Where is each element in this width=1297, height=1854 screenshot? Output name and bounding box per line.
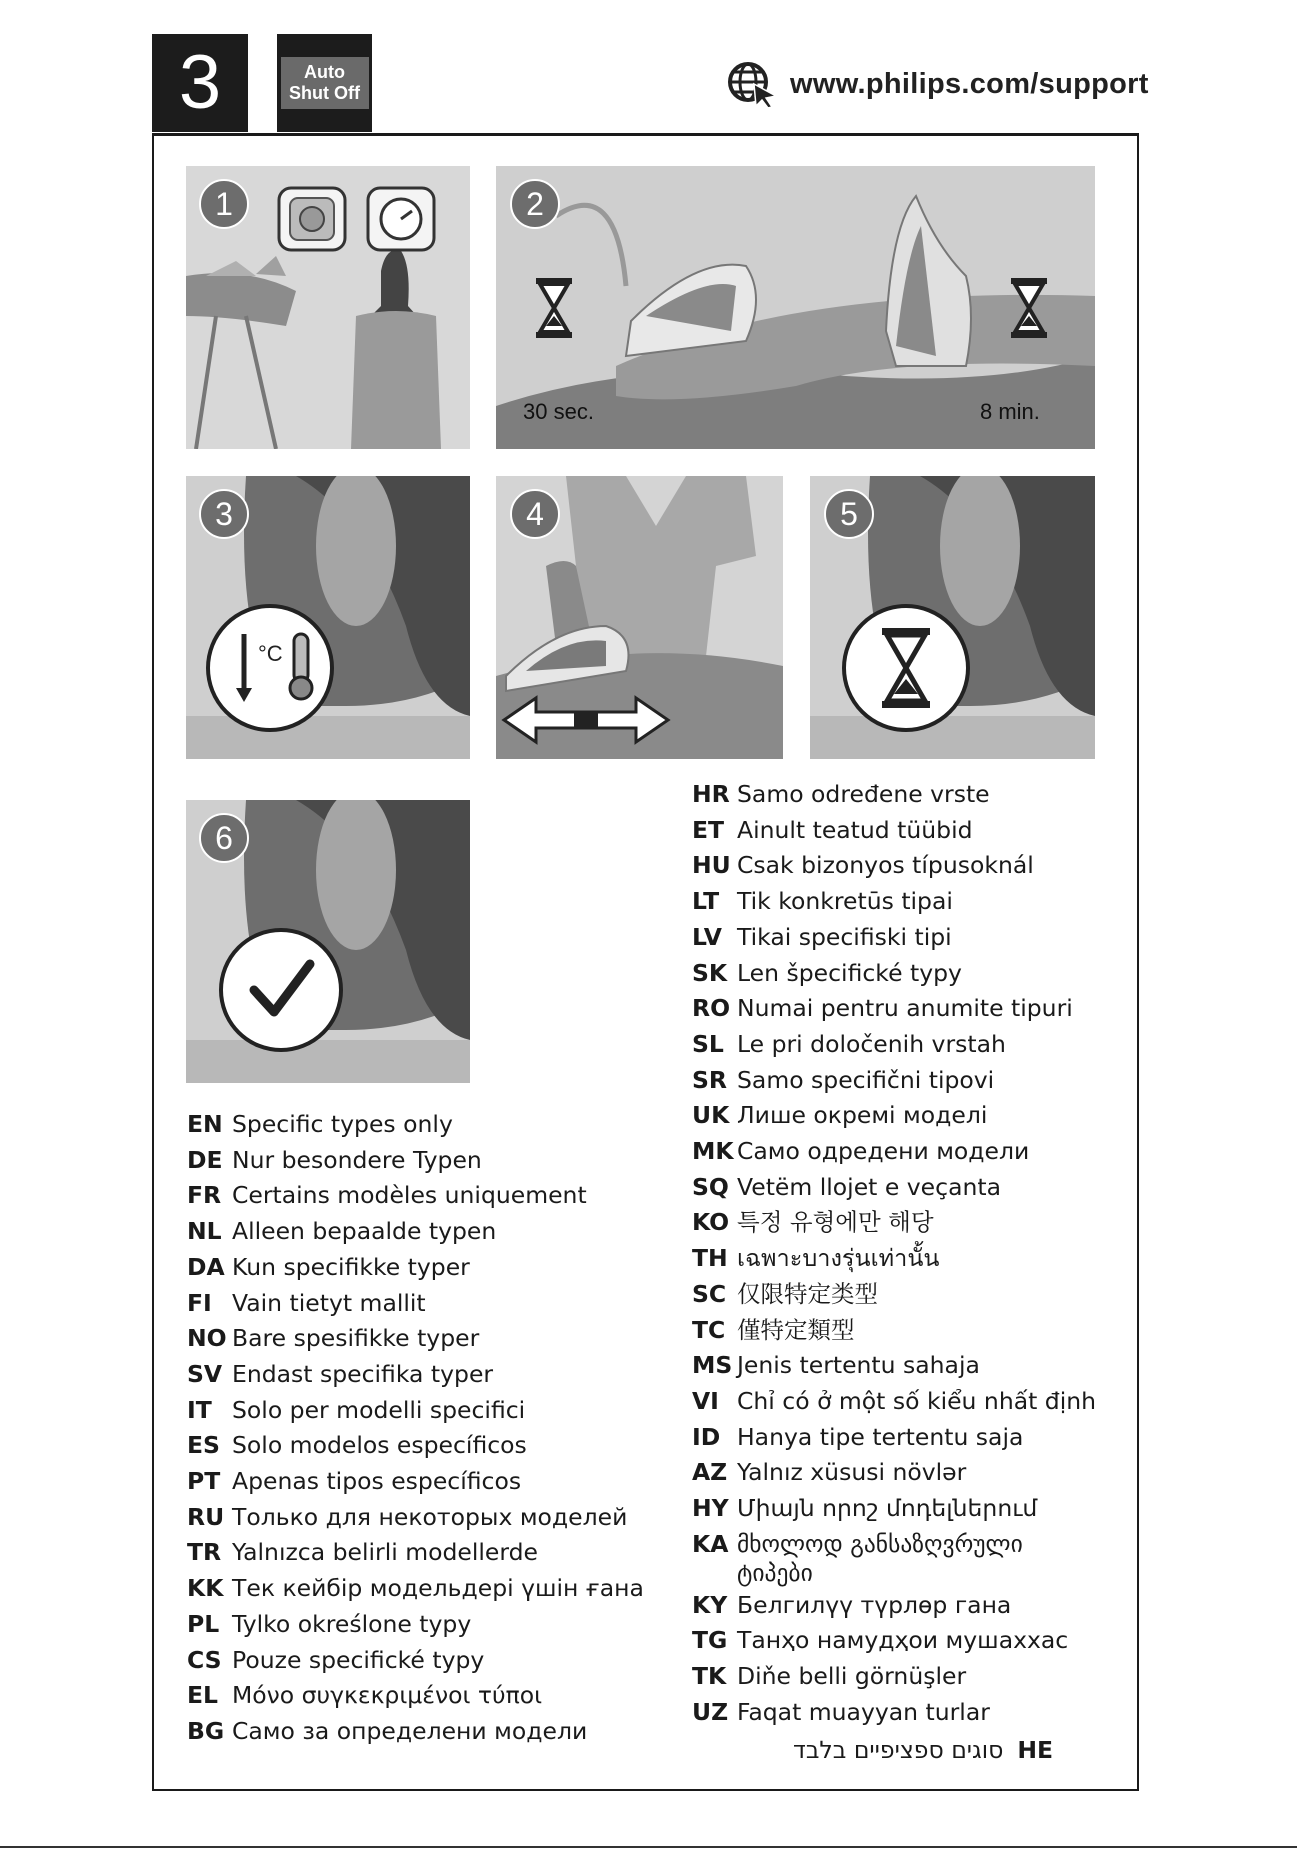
step-3-badge: 3: [199, 489, 249, 539]
lang-row-pl: [187, 1607, 644, 1643]
lang-text: მხოლოდ განსაზღვრული ტიპები: [737, 1529, 1023, 1587]
auto-shut-off-tab: [277, 34, 372, 132]
lang-text: Само за определени модели: [232, 1716, 588, 1745]
lang-code: DE: [187, 1145, 223, 1174]
panel-4: [496, 476, 783, 759]
lang-code: MK: [692, 1137, 734, 1166]
lang-code: TG: [692, 1626, 728, 1655]
svg-text:°C: °C: [258, 641, 283, 666]
lang-code: VI: [692, 1386, 719, 1415]
lang-text: Tik konkretūs tipai: [737, 887, 953, 916]
lang-code: SQ: [692, 1172, 729, 1201]
lang-row-sq: [692, 1170, 1097, 1206]
lang-text: Vain tietyt mallit: [232, 1288, 426, 1317]
lang-text: Ainult teatud tüübid: [737, 815, 973, 844]
lang-text: Samo specifični tipovi: [737, 1065, 995, 1094]
lang-code: TR: [187, 1538, 222, 1567]
lang-row-tc: [692, 1313, 1097, 1349]
step-5-badge: 5: [824, 489, 874, 539]
lang-code: KO: [692, 1208, 730, 1237]
lang-text: Tikai specifiski tipi: [737, 922, 952, 951]
lang-text: 仅限特定类型: [737, 1279, 878, 1308]
lang-code: RU: [187, 1502, 225, 1531]
support-website[interactable]: [726, 60, 1149, 108]
lang-code: SV: [187, 1359, 223, 1388]
lang-code: PT: [187, 1467, 221, 1496]
lang-row-uk: [692, 1098, 1097, 1134]
time-8-min: 8 min.: [980, 399, 1040, 424]
language-list-left: [187, 1107, 644, 1750]
lang-text: Csak bizonyos típusoknál: [737, 851, 1034, 880]
lang-row-it: [187, 1393, 644, 1429]
step-number-tab: 3: [152, 34, 248, 132]
lang-row-en: [187, 1107, 644, 1143]
lang-code: TH: [692, 1244, 728, 1273]
time-30-sec: 30 sec.: [523, 399, 594, 424]
lang-text: Diňe belli görnüşler: [737, 1662, 967, 1691]
lang-code: EN: [187, 1110, 223, 1138]
lang-row-sl: [692, 1027, 1097, 1063]
lang-code: BG: [187, 1716, 225, 1745]
lang-code: KA: [692, 1529, 729, 1558]
lang-text: Solo modelos específicos: [232, 1431, 527, 1460]
lang-text: Specific types only: [232, 1110, 453, 1138]
lang-code: UZ: [692, 1697, 729, 1726]
lang-code: TC: [692, 1315, 726, 1344]
lang-code: FI: [187, 1288, 212, 1317]
lang-row-sk: [692, 956, 1097, 992]
lang-text: Vetëm llojet e veçanta: [737, 1172, 1001, 1201]
support-url[interactable]: www.philips.com/support: [790, 67, 1149, 100]
lang-row-ro: [692, 991, 1097, 1027]
lang-row-he: [793, 1736, 1053, 1764]
lang-row-sc: [692, 1277, 1097, 1313]
lang-text: Le pri določenih vrstah: [737, 1029, 1006, 1058]
lang-text: Endast specifika typer: [232, 1359, 494, 1388]
lang-code: CS: [187, 1645, 222, 1674]
lang-text: Yalnızca belirli modellerde: [232, 1538, 539, 1567]
auto-shut-off-line2: Shut Off: [289, 83, 360, 103]
lang-text: Bare spesifikke typer: [232, 1324, 480, 1353]
lang-text: Samo određene vrste: [737, 780, 990, 808]
lang-text: 僅特定類型: [737, 1315, 855, 1344]
lang-text: 특정 유형에만 해당: [737, 1208, 934, 1237]
lang-row-ka: [692, 1527, 1097, 1588]
lang-code: RO: [692, 994, 731, 1023]
lang-row-ru: [187, 1500, 644, 1536]
auto-shut-off-line1: Auto: [304, 62, 345, 83]
lang-row-lv: [692, 920, 1097, 956]
lang-text: Chỉ có ở một số kiểu nhất định: [737, 1386, 1097, 1415]
lang-row-uz: [692, 1695, 1097, 1731]
lang-text: เฉพาะบางรุ่นเท่านั้น: [737, 1244, 940, 1273]
lang-code: EL: [187, 1681, 219, 1710]
lang-row-ky: [692, 1588, 1097, 1624]
lang-text: Faqat muayyan turlar: [737, 1697, 990, 1726]
lang-row-th: [692, 1241, 1097, 1277]
lang-code: TK: [692, 1662, 727, 1691]
lang-row-az: [692, 1455, 1097, 1491]
lang-row-el: [187, 1678, 644, 1714]
lang-row-lt: [692, 884, 1097, 920]
lang-text: Len špecifické typy: [737, 958, 962, 987]
step-4-badge: 4: [510, 489, 560, 539]
lang-row-tr: [187, 1535, 644, 1571]
panel-3: [186, 476, 470, 759]
lang-code: HY: [692, 1494, 729, 1523]
lang-row-hu: [692, 848, 1097, 884]
lang-text: Само одредени модели: [737, 1137, 1030, 1166]
lang-row-de: [187, 1143, 644, 1179]
lang-text: Solo per modelli specifici: [232, 1395, 526, 1424]
lang-code: SR: [692, 1065, 728, 1094]
lang-code: KY: [692, 1590, 728, 1619]
lang-row-no: [187, 1321, 644, 1357]
lang-row-kk: [187, 1571, 644, 1607]
lang-row-vi: [692, 1384, 1097, 1420]
lang-text: Pouze specifické typy: [232, 1645, 485, 1674]
lang-text: Tylko określone typy: [232, 1609, 472, 1638]
lang-row-pt: [187, 1464, 644, 1500]
lang-row-es: [187, 1428, 644, 1464]
panel-2: [496, 166, 1095, 449]
lang-code: MS: [692, 1351, 733, 1380]
globe-cursor-icon: [726, 60, 778, 108]
lang-code: FR: [187, 1181, 222, 1210]
step-2-badge: 2: [510, 179, 560, 229]
lang-row-tk: [692, 1659, 1097, 1695]
language-list-right: [692, 777, 1097, 1731]
lang-code: ET: [692, 815, 725, 844]
lang-code: ES: [187, 1431, 220, 1460]
panel-1: [186, 166, 470, 449]
lang-text: Kun specifikke typer: [232, 1252, 470, 1281]
lang-row-tg: [692, 1623, 1097, 1659]
lang-code: NO: [187, 1324, 227, 1353]
lang-row-sr: [692, 1063, 1097, 1099]
lang-code: DA: [187, 1252, 225, 1281]
lang-code: IT: [187, 1395, 212, 1424]
lang-code: HR: [692, 780, 730, 808]
lang-text: Nur besondere Typen: [232, 1145, 482, 1174]
lang-row-hy: [692, 1491, 1097, 1527]
lang-text: Միայն որոշ մոդելներում: [737, 1494, 1038, 1523]
lang-code: LT: [692, 887, 720, 916]
lang-code: SC: [692, 1279, 727, 1308]
lang-text: Только для некоторых моделей: [232, 1502, 628, 1531]
lang-text: Numai pentru anumite tipuri: [737, 994, 1073, 1023]
lang-code: PL: [187, 1609, 220, 1638]
lang-row-ko: [692, 1205, 1097, 1241]
lang-code: SK: [692, 958, 728, 987]
step-1-badge: 1: [199, 179, 249, 229]
lang-row-et: [692, 813, 1097, 849]
step-6-badge: 6: [199, 813, 249, 863]
lang-text: Танҳо намудҳои мушаххас: [737, 1626, 1069, 1655]
lang-text: Тек кейбір модельдері үшін ғана: [232, 1574, 644, 1603]
lang-text: Лише окремі моделі: [737, 1101, 988, 1130]
bottom-divider: [0, 1846, 1297, 1848]
lang-text: Белгилүү түрлөр гана: [737, 1590, 1012, 1619]
panel-6: [186, 800, 470, 1083]
lang-text: Hanya tipe tertentu saja: [737, 1422, 1024, 1451]
lang-text: Yalnız xüsusi növlər: [737, 1458, 967, 1487]
lang-text: Μόνο συγκεκριμένοι τύποι: [232, 1681, 543, 1710]
lang-text: Alleen bepaalde typen: [232, 1217, 497, 1246]
lang-code: NL: [187, 1217, 222, 1246]
lang-row-id: [692, 1420, 1097, 1456]
lang-text: סוגים ספציפיים בלבד: [793, 1736, 1004, 1764]
lang-code: HE: [1017, 1736, 1054, 1764]
lang-row-fr: [187, 1178, 644, 1214]
lang-row-hr: [692, 777, 1097, 813]
lang-row-nl: [187, 1214, 644, 1250]
auto-shut-off-label: [281, 57, 369, 109]
lang-row-cs: [187, 1643, 644, 1679]
lang-row-fi: [187, 1286, 644, 1322]
lang-text: Certains modèles uniquement: [232, 1181, 587, 1210]
lang-code: LV: [692, 922, 722, 951]
lang-code: AZ: [692, 1458, 728, 1487]
lang-row-mk: [692, 1134, 1097, 1170]
lang-code: SL: [692, 1029, 724, 1058]
lang-row-ms: [692, 1348, 1097, 1384]
lang-row-da: [187, 1250, 644, 1286]
lang-row-bg: [187, 1714, 644, 1750]
lang-code: ID: [692, 1422, 721, 1451]
lang-code: UK: [692, 1101, 730, 1130]
lang-text: Apenas tipos específicos: [232, 1467, 522, 1496]
lang-code: HU: [692, 851, 731, 880]
panel-5: [810, 476, 1095, 759]
lang-text: Jenis tertentu sahaja: [737, 1351, 980, 1380]
lang-code: KK: [187, 1574, 224, 1603]
lang-row-sv: [187, 1357, 644, 1393]
